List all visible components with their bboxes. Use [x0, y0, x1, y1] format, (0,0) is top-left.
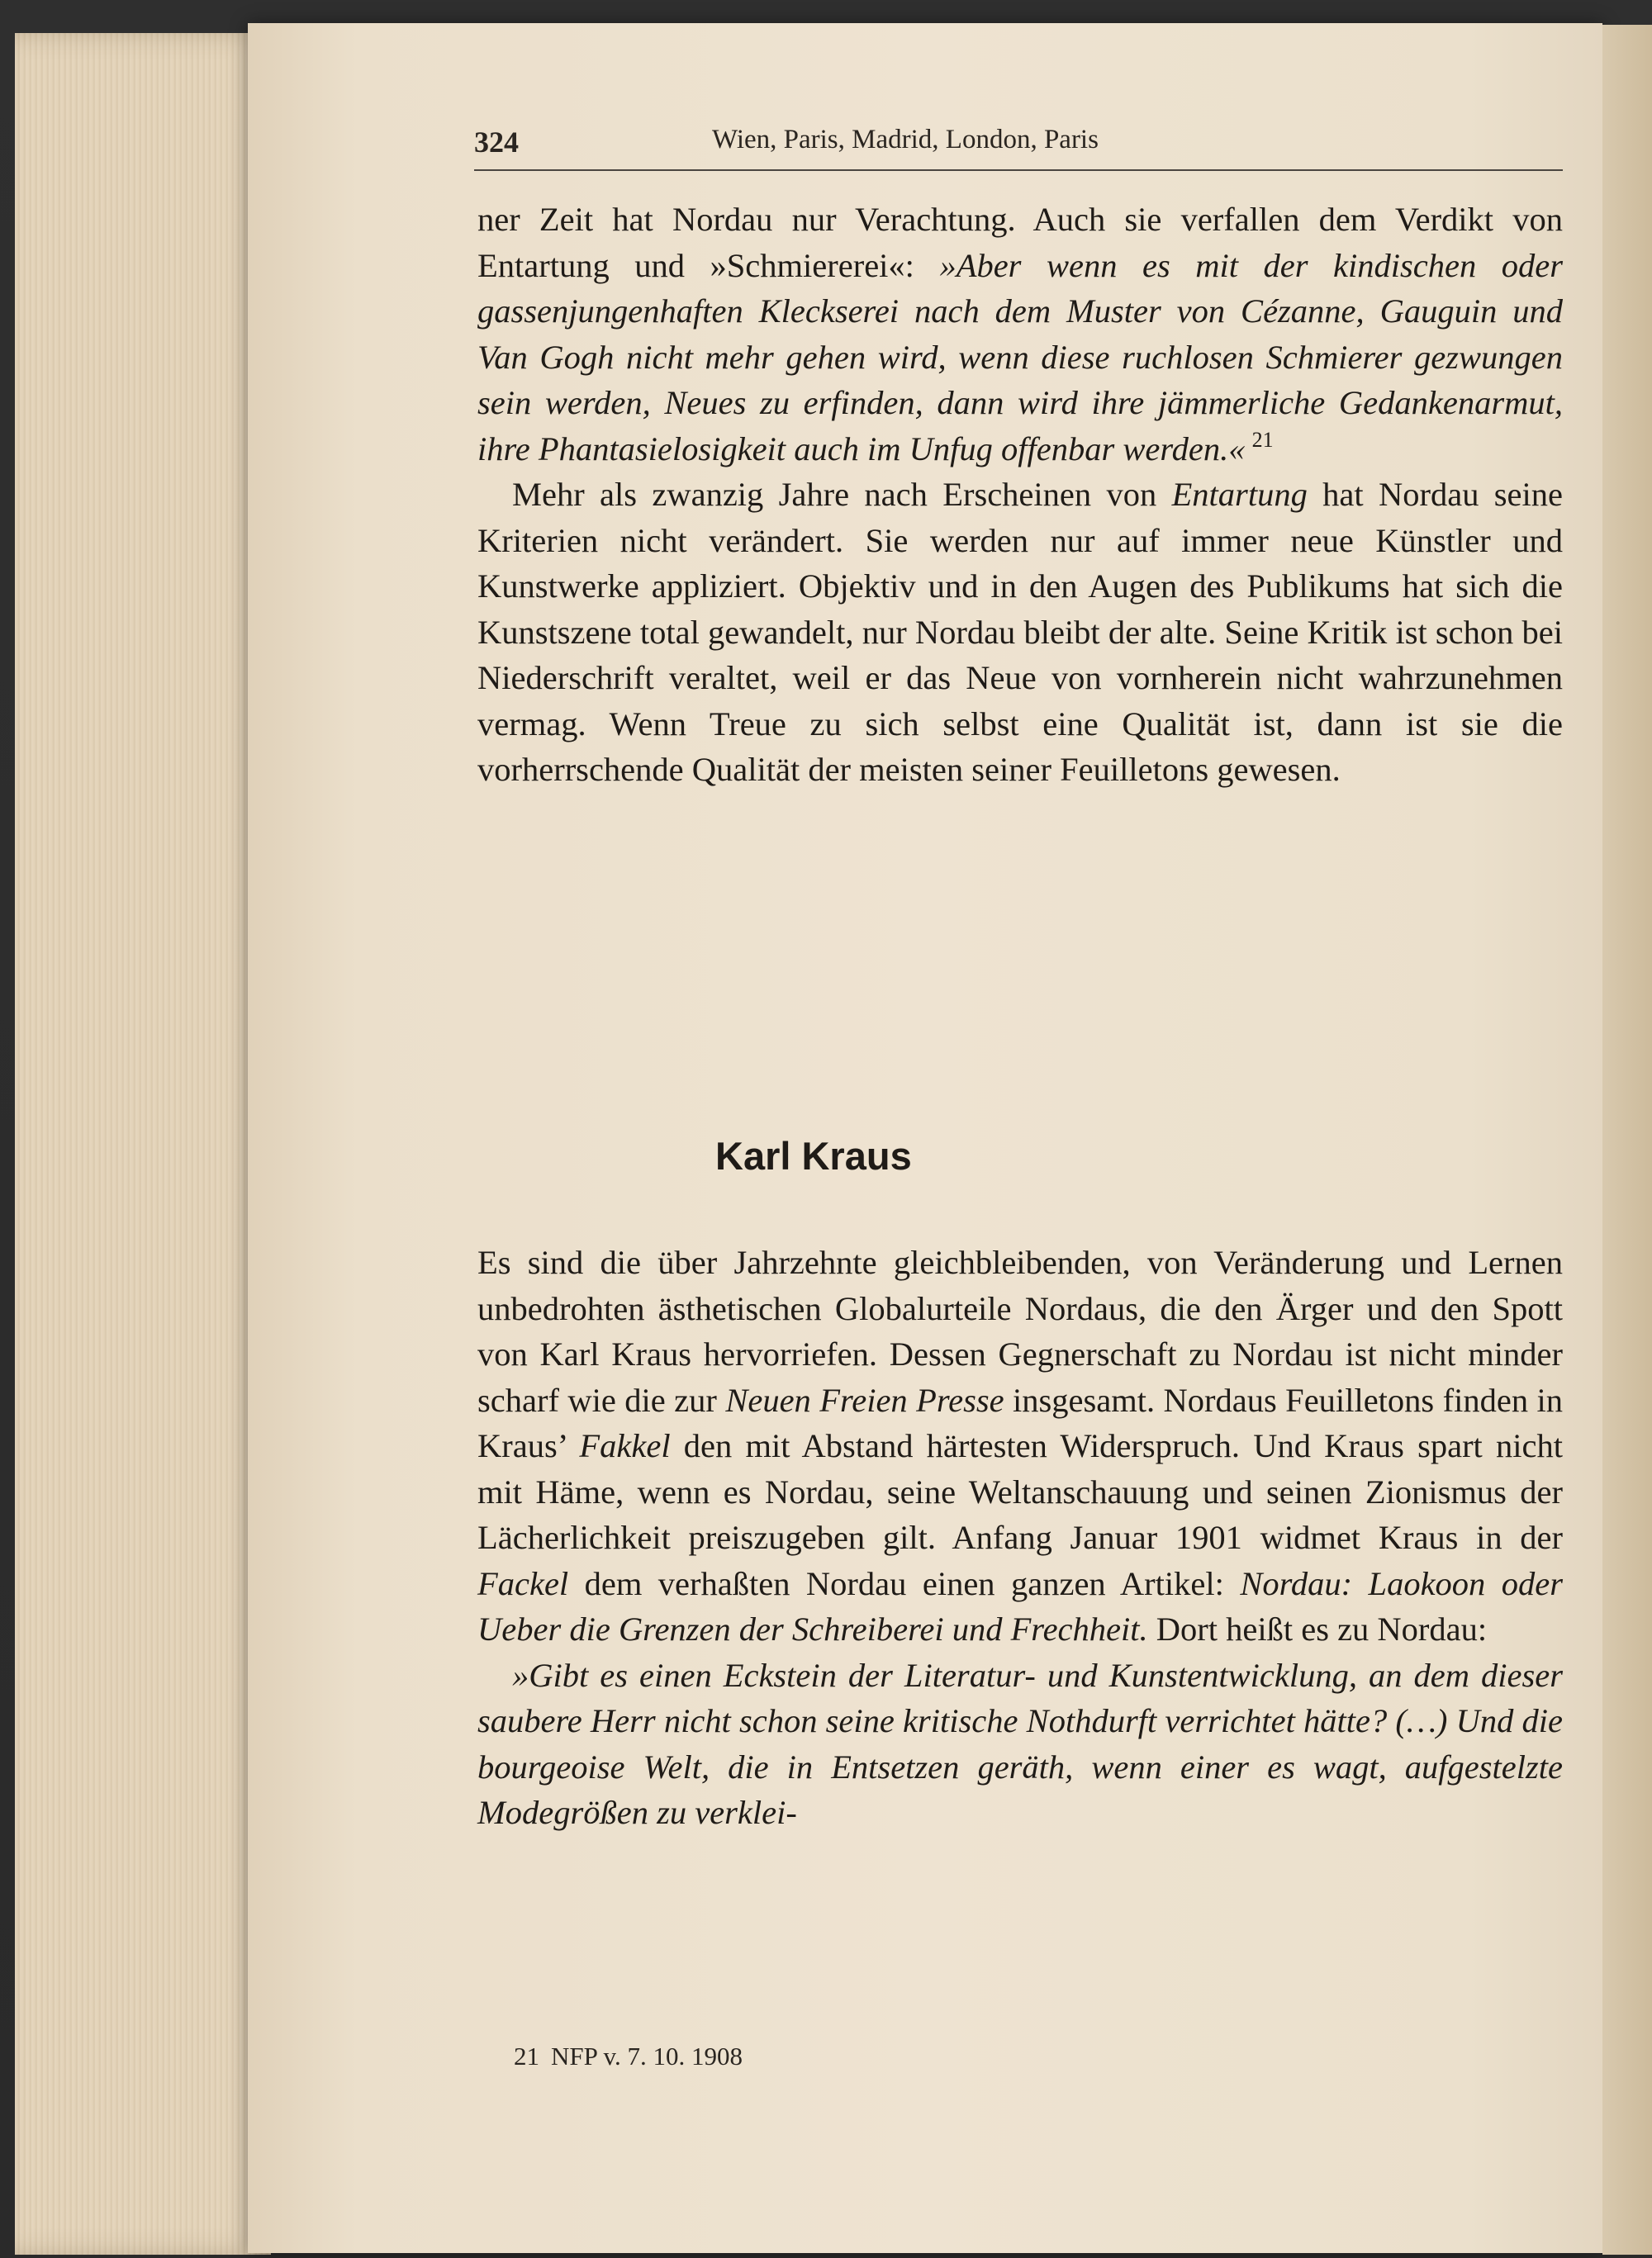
text-run: ner Zeit hat Nordau nur Verachtung. Auch sie verfallen dem Verdikt von Entartung und »Schmiererei«:: [477, 201, 1563, 284]
footnote: [514, 2042, 743, 2071]
quote: »Gibt es einen Eckstein der Literatur- und Kunstentwicklung, an dem dieser saubere Herr nicht schon seine kritische Nothdurft verrichtet hätte? (…) Und die bourgeoise Welt, die in Entsetzen geräth, wenn einer es wagt, aufgestelzte Modegrößen zu verklei-: [477, 1656, 1563, 1831]
paragraph: [477, 1240, 1563, 1653]
paragraph: [477, 197, 1563, 472]
quote: »Aber wenn es mit der kindischen oder gassenjungenhaften Kleckserei nach dem Muster von Cézanne, Gauguin und Van Gogh nicht mehr gehen wird, wenn diese ruchlosen Schmierer gezwungen sein werden, Neues zu erfinden, dann wird ihre jämmerliche Gedankenarmut, ihre Phantasielosigkeit auch im Unfug offenbar werden.«: [477, 246, 1563, 467]
text-run: Es sind die über Jahrzehnte gleichbleibenden, von Veränderung und Lernen unbedrohten ästhetischen Globalurteile Nordaus, die den Ärger und den Spott von Karl Kraus hervorriefen. Dessen Gegnerschaft zu Nordau ist nicht minder scharf wie die zur: [477, 1244, 1563, 1419]
page-header: [474, 120, 1563, 171]
emphasis: Fakkel: [579, 1427, 671, 1464]
paragraph: [477, 1653, 1563, 1836]
body-text-bottom: [477, 1240, 1563, 1836]
body-text-top: [477, 197, 1563, 793]
footnote-reference: 21: [1251, 427, 1274, 452]
section-heading: Karl Kraus: [715, 1134, 912, 1178]
footnote-number: 21: [514, 2042, 539, 2071]
paragraph: [477, 472, 1563, 793]
emphasis: Fackel: [477, 1564, 569, 1602]
footnote-text: NFP v. 7. 10. 1908: [551, 2042, 743, 2071]
book-page-edges: [15, 33, 271, 2255]
text-run: den mit Abstand härtesten Widerspruch. Und Kraus spart nicht mit Häme, wenn es Nordau, seine Weltanschauung und seinen Zionismus der Lächerlichkeit preiszugeben gilt. Anfang Januar 1901 widmet Kraus in der: [477, 1427, 1564, 1556]
text-run: insgesamt. Nordaus Feuilletons finden in Kraus’: [477, 1381, 1564, 1464]
text-run: hat Nordau seine Kriterien nicht verändert. Sie werden nur auf immer neue Künstler und Kunstwerke appliziert. Objektiv und in den Augen des Publikums hat sich die Kunstszene total gewandelt, nur Nordau bleibt der alte. Seine Kritik ist schon bei Niederschrift veraltet, weil er das Neue von vornherein nicht wahrzunehmen vermag. Wenn Treue zu sich selbst eine Qualität ist, dann ist sie die vorherrschende Qualität der meisten seiner Feuilletons gewesen.: [477, 476, 1563, 788]
emphasis: Neuen Freien Presse: [725, 1381, 1004, 1419]
page-number: 324: [474, 126, 519, 159]
text-run: dem verhaßten Nordau einen ganzen Artikel:: [568, 1564, 1241, 1602]
emphasis: Entartung: [1171, 476, 1308, 513]
running-head: Wien, Paris, Madrid, London, Paris: [712, 125, 1099, 154]
emphasis: Nordau: Laokoon oder Ueber die Grenzen der Schreiberei und Frechheit.: [477, 1564, 1563, 1648]
text-run: Dort heißt es zu Nordau:: [1147, 1610, 1488, 1648]
facing-page-edge: [1602, 25, 1652, 2255]
text-run: Mehr als zwanzig Jahre nach Erscheinen von: [512, 476, 1172, 513]
